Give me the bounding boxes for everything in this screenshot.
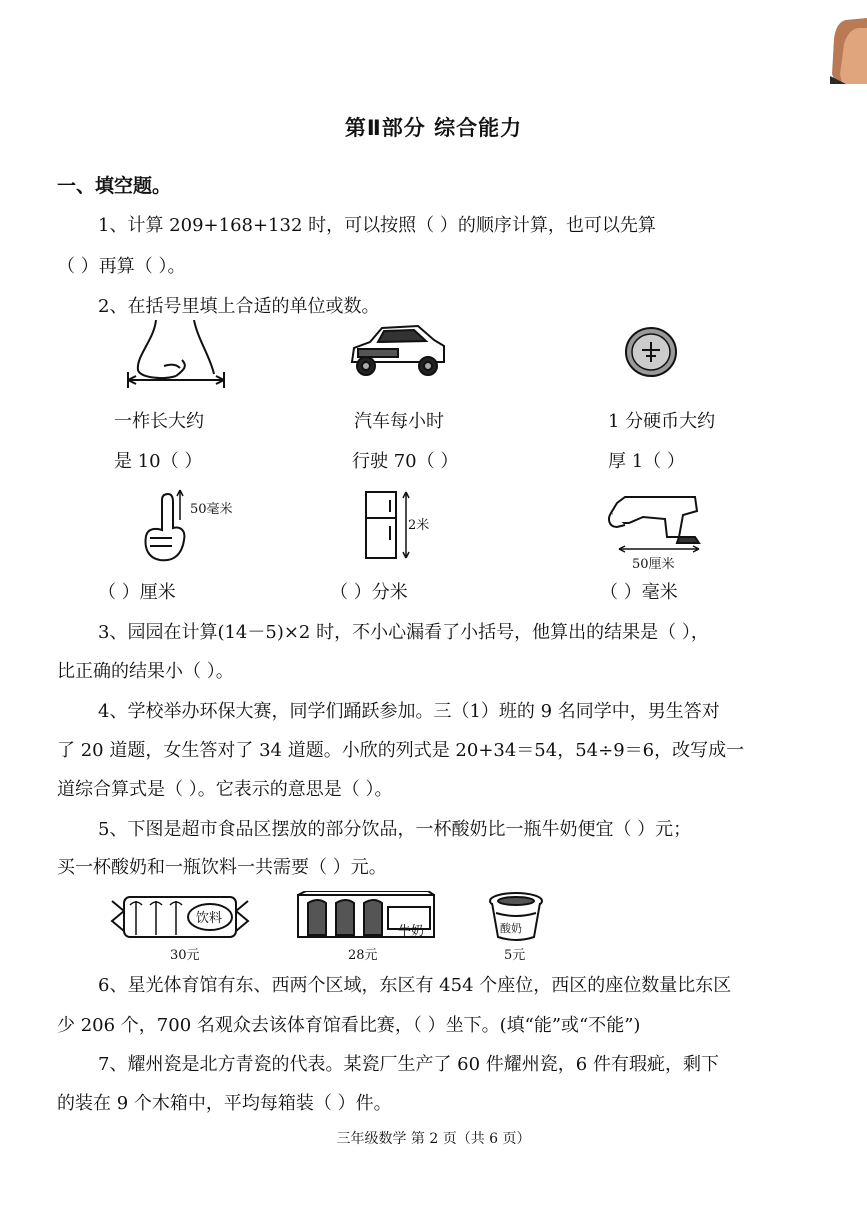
q6-line1: 6、星光体育馆有东、西两个区域，东区有 454 个座位，西区的座位数量比东区 bbox=[98, 975, 732, 996]
q6-line2: 少 206 个，700 名观众去该体育馆看比赛，（ ）坐下。(填“能”或“不能”) bbox=[57, 1015, 641, 1036]
q1-line2: （ ）再算（ ）。 bbox=[57, 256, 186, 277]
q7-line1: 7、耀州瓷是北方青瓷的代表。某瓷厂生产了 60 件耀州瓷，6 件有瑕疵，剩下 bbox=[98, 1054, 719, 1075]
coin-icon bbox=[624, 326, 678, 378]
q3-line2: 比正确的结果小（ ）。 bbox=[57, 661, 234, 682]
caption-car-2: 行驶 70（ ） bbox=[352, 451, 459, 472]
finger-label: 50毫米 bbox=[190, 502, 233, 517]
caption-hand-1: 一柞长大约 bbox=[114, 411, 204, 432]
step-icon bbox=[603, 493, 707, 553]
finger-icon bbox=[142, 488, 192, 564]
caption-coin-2: 厚 1（ ） bbox=[608, 451, 685, 472]
caption-hand-2: 是 10（ ） bbox=[114, 451, 203, 472]
page-footer: 三年级数学 第 2 页（共 6 页） bbox=[336, 1131, 531, 1147]
page-title: 第Ⅱ部分 综合能力 bbox=[344, 116, 523, 140]
yogurt-tag: 酸奶 bbox=[500, 922, 522, 935]
q5-line1: 5、下图是超市食品区摆放的部分饮品，一杯酸奶比一瓶牛奶便宜（ ）元； bbox=[98, 819, 692, 840]
q7-line2: 的装在 9 个木箱中，平均每箱装（ ）件。 bbox=[57, 1093, 392, 1114]
caption-car-1: 汽车每小时 bbox=[354, 411, 444, 432]
answer-refrigerator: （ ）分米 bbox=[330, 582, 408, 603]
yogurt-price: 5元 bbox=[504, 948, 526, 963]
q3-line1: 3、园园在计算(14－5)×2 时，不小心漏看了小括号，他算出的结果是（ ）， bbox=[98, 622, 709, 643]
drink-pack-icon bbox=[110, 891, 250, 941]
corner-hand-icon bbox=[826, 14, 867, 84]
step-label: 50厘米 bbox=[632, 557, 675, 572]
answer-finger: （ ）厘米 bbox=[98, 582, 176, 603]
q1-line1: 1、计算 209+168+132 时，可以按照（ ）的顺序计算，也可以先算 bbox=[98, 215, 656, 236]
q4-line2: 了 20 道题，女生答对了 34 道题。小欣的列式是 20+34＝54，54÷9＝6，改写成一 bbox=[57, 740, 745, 761]
caption-coin-1: 1 分硬币大约 bbox=[608, 411, 716, 432]
refrigerator-label: 2米 bbox=[408, 518, 430, 533]
milk-tag: 牛奶 bbox=[398, 924, 425, 939]
refrigerator-icon bbox=[362, 488, 412, 562]
car-icon bbox=[348, 322, 448, 382]
section-heading: 一、填空题。 bbox=[57, 175, 172, 197]
hand-span-icon bbox=[124, 320, 228, 390]
q4-line3: 道综合算式是（ ）。它表示的意思是（ ）。 bbox=[57, 779, 393, 800]
q5-line2: 买一杯酸奶和一瓶饮料一共需要（ ）元。 bbox=[57, 857, 387, 878]
milk-price: 28元 bbox=[348, 948, 378, 963]
drink-price: 30元 bbox=[170, 948, 200, 963]
q2-prompt: 2、在括号里填上合适的单位或数。 bbox=[98, 296, 380, 317]
drink-tag: 饮料 bbox=[196, 911, 223, 926]
q4-line1: 4、学校举办环保大赛，同学们踊跃参加。三（1）班的 9 名同学中，男生答对 bbox=[98, 701, 720, 722]
answer-step: （ ）毫米 bbox=[600, 582, 678, 603]
